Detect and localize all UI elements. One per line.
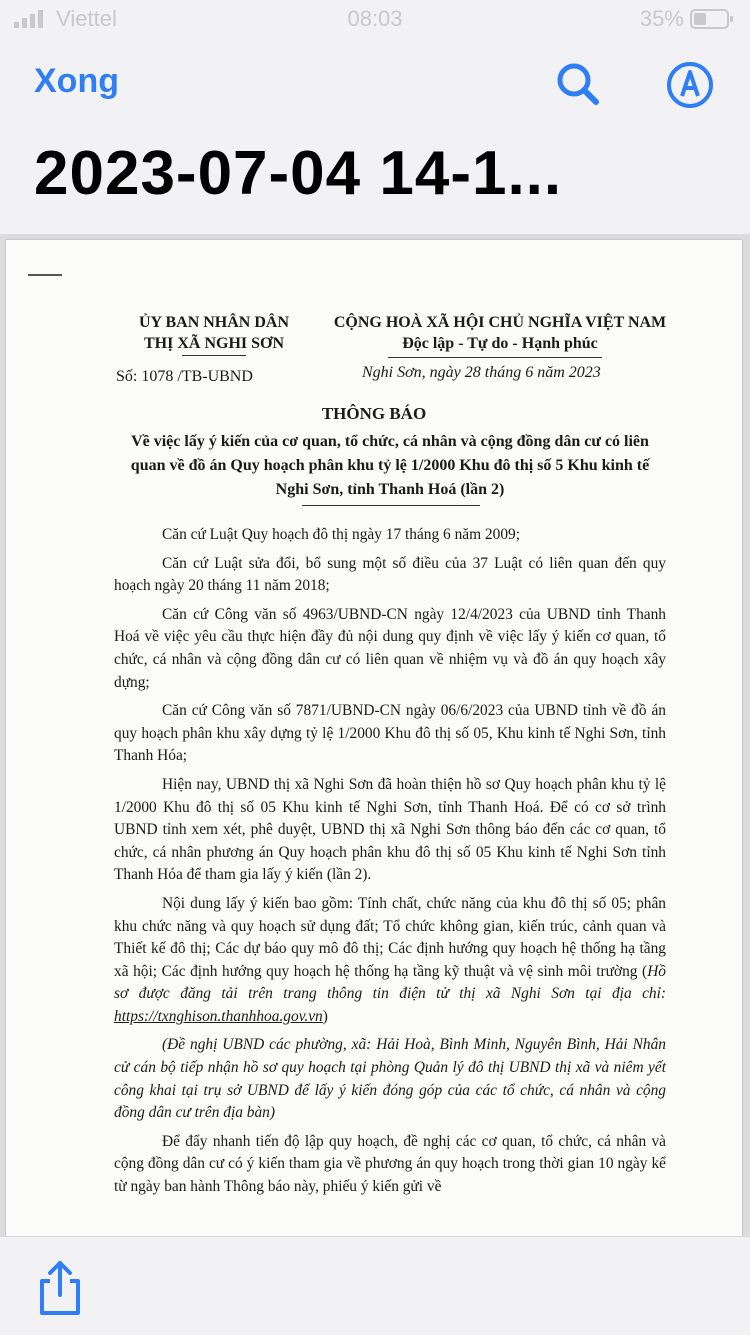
markup-button[interactable] [665,60,715,110]
national-line1: CỘNG HOÀ XÃ HỘI CHỦ NGHĨA VIỆT NAM [333,314,667,331]
battery-indicator [640,6,734,32]
status-bar [0,0,750,40]
website-link[interactable]: https://txnghison.thanhhoa.gov.vn [114,1007,323,1025]
document-viewer[interactable] [0,234,750,1236]
clock: 08:03 [347,6,403,31]
paragraph-6-end: ) [322,1007,328,1025]
scan-mark [28,274,62,276]
paragraph-2: Căn cứ Luật sửa đổi, bổ sung một số điều của 37 Luật có liên quan đến quy hoạch ngày 20 tháng 11 năm 2018; [114,554,666,595]
nav-bar [0,40,750,120]
markup-pen-icon [665,60,715,110]
issuer-line2: THỊ XÃ NGHI SƠN [143,335,285,352]
document-page [6,240,742,1236]
battery-percent: 35% [639,6,684,31]
place-date: Nghi Sơn, ngày 28 tháng 6 năm 2023 [362,364,601,381]
paragraph-1: Căn cứ Luật Quy hoạch đô thị ngày 17 tháng 6 năm 2009; [162,526,520,543]
subject-underline [302,505,480,506]
battery-icon [690,9,734,29]
issuer-underline [182,355,246,356]
paragraph-6-text: Nội dung lấy ý kiến bao gồm: Tính chất, chức năng của khu đô thị số 05; phân khu chức năng và quy hoạch sử dụng đất; Tổ chức không gian, kiến trúc, cảnh quan và Thiết kế đô thị; Các dự báo quy mô đô thị; Các định hướng quy hoạch hệ thống hạ tầng xã hội; Các định hướng quy hoạch hệ thống hạ tầng kỹ thuật và vệ sinh môi trường ( [114,894,666,980]
motto-underline [388,357,602,358]
share-button[interactable] [34,1259,86,1317]
search-icon [553,60,603,110]
share-icon [34,1259,86,1317]
notice-title: THÔNG BÁO [321,404,427,423]
reference-number: Số: 1078 /TB-UBND [116,368,253,385]
paragraph-7: (Đề nghị UBND các phường, xã: Hải Hoà, Bình Minh, Nguyên Bình, Hải Nhân cử cán bộ tiếp nhận hồ sơ quy hoạch tại phòng Quản lý đô thị UBND thị xã và niêm yết công khai tại trụ sở UBND để lấy ý kiến đóng góp của các tổ chức, cá nhân và cộng đồng dân cư trên địa bàn) [114,1036,666,1122]
notice-body [114,524,666,1205]
national-header [324,312,676,354]
search-button[interactable] [553,60,603,110]
notice-subject: Về việc lấy ý kiến của cơ quan, tổ chức, cá nhân và cộng đồng dân cư có liên quan về đồ án Quy hoạch phân khu tỷ lệ 1/2000 Khu đô thị số 5 Khu kinh tế Nghi Sơn, tỉnh Thanh Hoá (lần 2) [130,433,650,498]
carrier-text: Viettel [56,6,117,31]
paragraph-3: Căn cứ Công văn số 4963/UBND-CN ngày 12/4/2023 của UBND tỉnh Thanh Hoá về việc yêu cầu thực hiện đầy đủ nội dung quy định về việc lấy ý kiến cơ quan, tổ chức, cá nhân và cộng đồng dân cư có liên quan về nhiệm vụ và đồ án quy hoạch xây dựng; [114,605,666,691]
issuer-header [114,312,314,354]
paragraph-6-italic: Hồ sơ được đăng tải trên trang thông tin điện tử thị xã Nghi Sơn tại địa chỉ: [114,962,666,1003]
national-motto: Độc lập - Tự do - Hạnh phúc [402,335,598,352]
paragraph-8: Để đẩy nhanh tiến độ lập quy hoạch, đề nghị các cơ quan, tổ chức, cá nhân và cộng đồng dân cư có ý kiến tham gia về phương án quy hoạch trong thời gian 10 ngày kể từ ngày ban hành Thông báo này, phiếu ý kiến gửi về [114,1132,666,1196]
paragraph-6 [114,893,666,1029]
document-title: 2023-07-04 14-1... [34,139,563,208]
done-button[interactable]: Xong [34,62,119,100]
bottom-toolbar [0,1236,750,1335]
issuer-line1: ỦY BAN NHÂN DÂN [138,314,290,331]
paragraph-5: Hiện nay, UBND thị xã Nghi Sơn đã hoàn thiện hồ sơ Quy hoạch phân khu tỷ lệ 1/2000 Khu đô thị số 05 Khu kinh tế Nghi Sơn, tỉnh Thanh Hoá. Để có cơ sở trình UBND tỉnh xem xét, phê duyệt, UBND thị xã Nghi Sơn thông báo đến các cơ quan, tổ chức, cá nhân phương án Quy hoạch phân khu đô thị số 05 Khu kinh tế Nghi Sơn tỉnh Thanh Hóa để tham gia lấy ý kiến (lần 2). [114,775,666,884]
paragraph-4: Căn cứ Công văn số 7871/UBND-CN ngày 06/6/2023 của UBND tỉnh về đồ án quy hoạch phân khu xây dựng tỷ lệ 1/2000 Khu đô thị số 05, Khu kinh tế Nghi Sơn, tỉnh Thanh Hóa; [114,702,666,765]
